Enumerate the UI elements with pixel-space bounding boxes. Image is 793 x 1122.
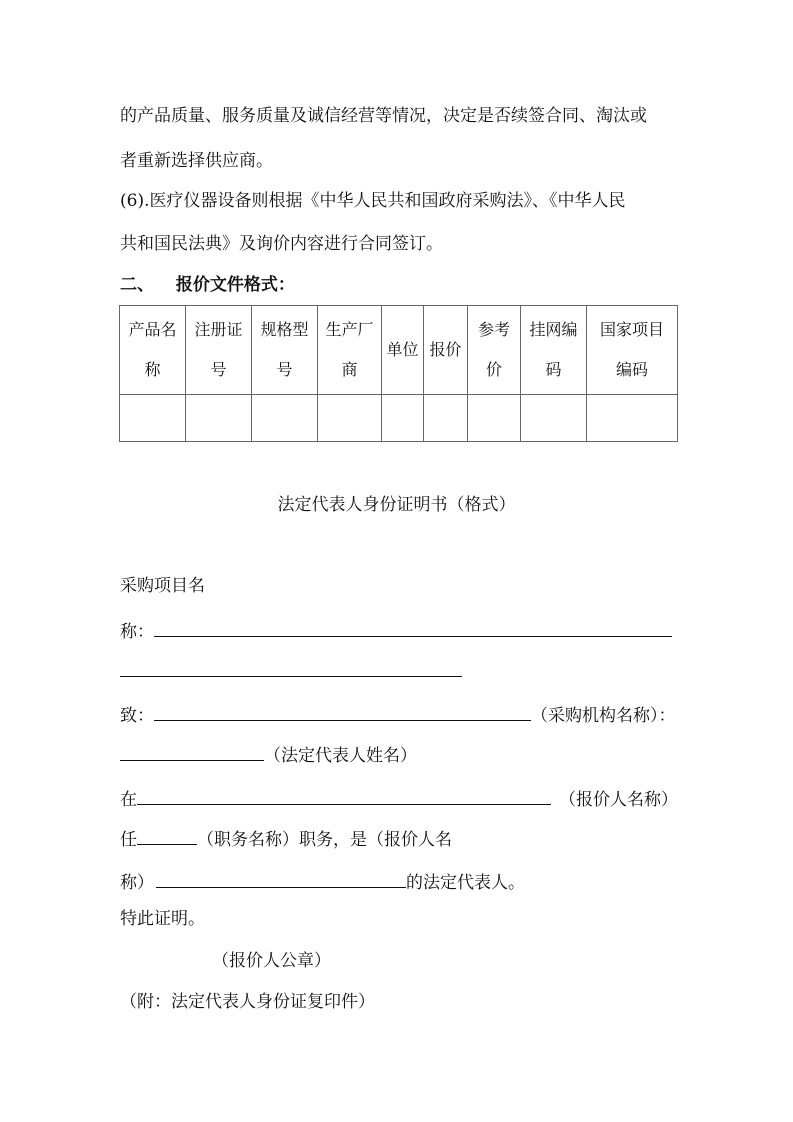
table-cell[interactable] [318, 395, 382, 442]
header-cell: 参考 价 [468, 306, 521, 395]
name-line: 称） 的法定代表人。 [120, 869, 525, 894]
position-blank[interactable] [137, 826, 197, 845]
header-cell: 单位 [382, 306, 424, 395]
project-label-cont: 称： [120, 618, 672, 643]
to-line: 致： （采购机构名称）： [120, 702, 676, 727]
table-cell[interactable] [186, 395, 252, 442]
bidder-name-blank-2[interactable] [156, 869, 406, 888]
table-cell[interactable] [252, 395, 318, 442]
legal-rep-name-blank[interactable] [120, 742, 264, 761]
at-line: 在 （报价人名称） [120, 786, 678, 811]
table-row [120, 395, 678, 442]
header-cell: 挂网编 码 [521, 306, 587, 395]
certify-text: 特此证明。 [120, 909, 205, 929]
project-label: 采购项目名 [120, 576, 205, 596]
table-cell[interactable] [468, 395, 521, 442]
project-name-blank[interactable] [154, 618, 672, 637]
header-cell: 生产厂 商 [318, 306, 382, 395]
section-number: 二、 [120, 275, 154, 295]
paragraph-line: 共和国民法典》及询价内容进行合同签订。 [120, 234, 443, 254]
project-name-blank-2[interactable] [120, 676, 462, 677]
table-cell[interactable] [382, 395, 424, 442]
section-heading [120, 274, 295, 296]
quote-format-table [119, 305, 678, 442]
table-cell[interactable] [587, 395, 678, 442]
header-cell: 注册证 号 [186, 306, 252, 395]
header-cell: 规格型 号 [252, 306, 318, 395]
table-cell[interactable] [521, 395, 587, 442]
seal-text: （报价人公章） [212, 951, 331, 971]
header-cell: 报价 [424, 306, 468, 395]
table-header-row [120, 306, 678, 395]
header-cell: 国家项目 编码 [587, 306, 678, 395]
section-title: 报价文件格式： [175, 275, 295, 295]
legal-rep-line: （法定代表人姓名） [120, 742, 417, 767]
header-cell: 产品名 称 [120, 306, 186, 395]
paragraph-line: 的产品质量、服务质量及诚信经营等情况，决定是否续签合同、淘汰或 [120, 106, 647, 126]
table-cell[interactable] [120, 395, 186, 442]
certificate-title: 法定代表人身份证明书（格式） [277, 495, 516, 515]
paragraph-line: 者重新选择供应商。 [120, 151, 273, 171]
bidder-name-blank[interactable] [137, 786, 551, 805]
table-cell[interactable] [424, 395, 468, 442]
position-line: 任 （职务名称）职务，是（报价人名 [120, 826, 452, 851]
paragraph-line: (6).医疗仪器设备则根据《中华人民共和国政府采购法》、《中华人民 [120, 191, 626, 211]
attachment-note: （附：法定代表人身份证复印件） [120, 992, 375, 1012]
agency-name-blank[interactable] [154, 702, 531, 721]
